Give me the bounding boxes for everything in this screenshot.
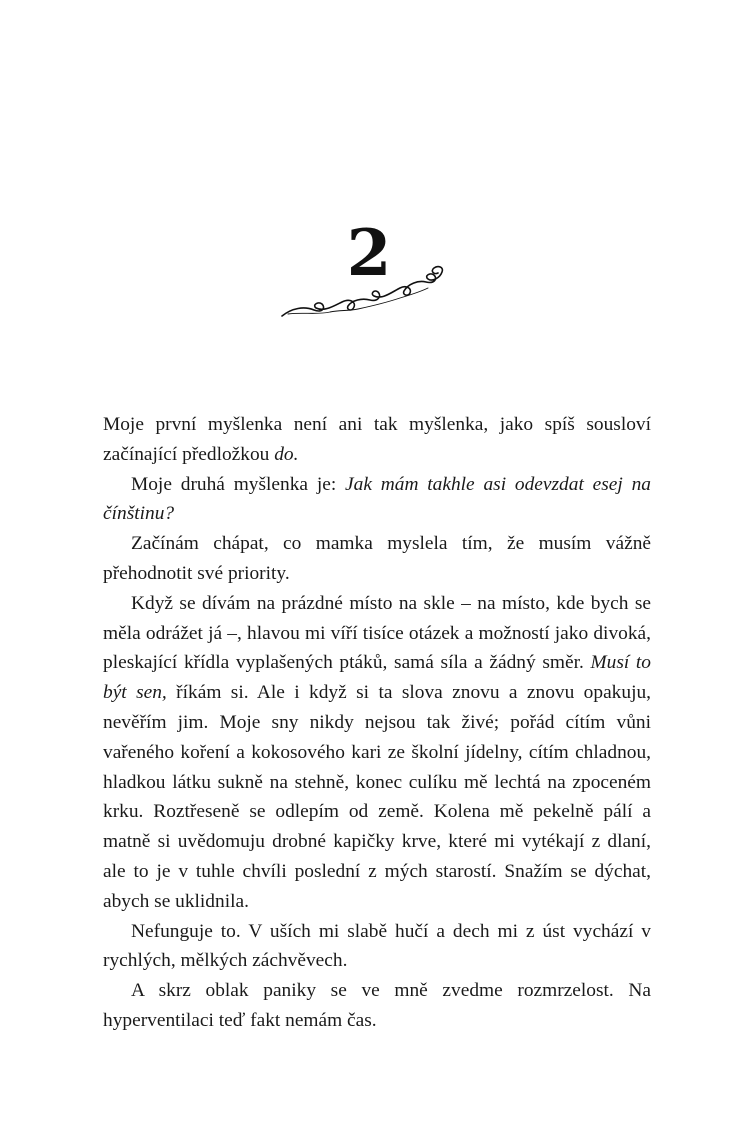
paragraph-2-text: Moje druhá myšlenka je:	[131, 473, 346, 495]
paragraph-5-text: Nefunguje to. V uších mi slabě hučí a dech mi z úst vychází v rychlých, mělkých záchvěvech.	[103, 920, 651, 972]
paragraph-2-italic: Jak mám takhle asi odevzdat esej na čínštinu?	[103, 473, 651, 525]
paragraph-5	[103, 917, 651, 977]
paragraph-3	[103, 529, 651, 589]
flourish-ornament	[278, 262, 448, 324]
paragraph-4-text-b: říkám si. Ale i když si ta slova znovu a znovu opakuju, nevěřím jim. Moje sny nikdy nejsou tak živé; pořád cítím vůni vařeného koření a kokosového kari ze školní jídelny, cítím chladnou, hladkou látku sukně na stehně, konec culíku mě lechtá na zpoceném krku. Roztřeseně se odlepím od země. Kolena mě pekelně pálí a matně si uvědomuju drobné kapičky krve, které mi vytékají z dlaní, ale to je v tuhle chvíli poslední z mých starostí. Snažím se dýchat, abych se uklidnila.	[103, 682, 652, 912]
paragraph-4-text-a: Když se dívám na prázdné místo na skle – na místo, kde bych se měla odrážet já –, hlavou mi víří tisíce otázek a možností jako divoká, pleskající křídla vyplašených ptáků, samá síla a žádný směr.	[103, 592, 651, 674]
paragraph-4-italic: Musí to být sen,	[103, 652, 651, 704]
paragraph-1	[103, 410, 651, 470]
paragraph-6-text: A skrz oblak paniky se ve mně zvedme rozmrzelost. Na hyperventilaci teď fakt nemám čas.	[103, 980, 651, 1031]
chapter-body	[103, 410, 651, 1036]
chapter-number: 2	[346, 216, 392, 291]
paragraph-4	[103, 589, 651, 917]
paragraph-3-text: Začínám chápat, co mamka myslela tím, že musím vážně přehodnotit své priority.	[103, 533, 651, 584]
paragraph-6	[103, 976, 651, 1036]
paragraph-1-text: Moje první myšlenka není ani tak myšlenka, jako spíš sousloví začínající předložkou	[103, 414, 651, 465]
paragraph-1-italic: do.	[274, 443, 299, 465]
paragraph-2	[103, 470, 651, 530]
